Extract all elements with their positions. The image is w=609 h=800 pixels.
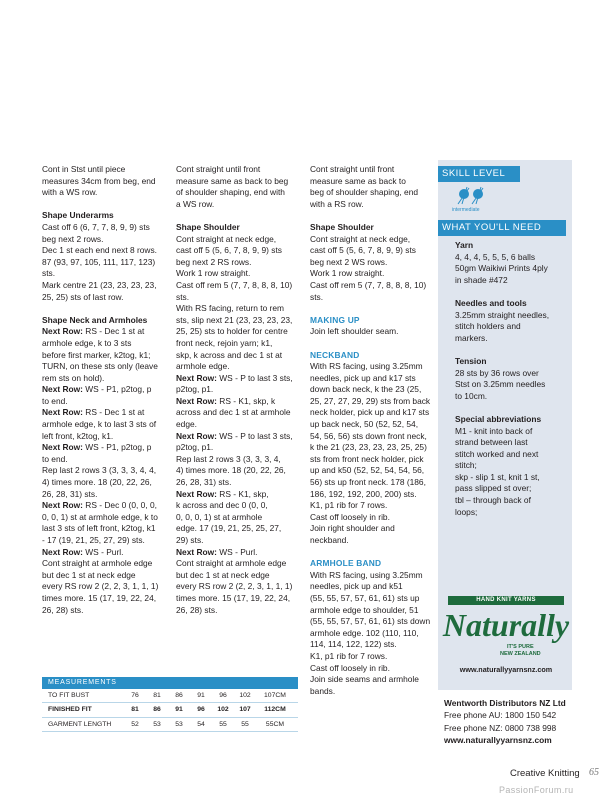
watermark: PassionForum.ru [499,785,574,795]
needles-text: 3.25mm straight needles, stitch holders and markers. [455,309,550,343]
skill-level-heading: SKILL LEVEL [438,166,520,182]
abbreviations-heading: Special abbreviations [455,413,542,424]
paragraph: Cast off 6 (6, 7, 7, 8, 9, 9) sts beg next 2 rows. Dec 1 st each end next 8 rows. 87 (93, 97, 105, 111, 117, 123) sts. Mark centre 21 (23, 23, 23, 23, 25, 25) sts of last row. [42,221,157,302]
row-instruction: Next Row: WS - P to last 3 sts, p2tog, p1. [176,372,293,395]
logo-banner: HAND KNIT YARNS [448,596,564,605]
knitting-needles-icon [455,186,487,206]
paragraph: With RS facing, using 3.25mm needles, pick up and k51 (55, 55, 57, 57, 61, 61) sts up armhole edge to shoulder, 51 (55, 55, 57, 57, 61, 61) sts down armhole edge. 102 (110, 110, 114, 114, 122, 122) sts. K1, p1 rib for 7 rows. Cast off loosely in rib. Join side seams and armhole bands. [310,569,431,696]
measurement-value: 81 [153,692,161,699]
phone-nz: Free phone NZ: 0800 738 998 [444,722,557,733]
intro-text: Cont straight until front measure same as back to beg of shoulder shaping, end with a RS row. [310,164,419,209]
measurement-value: 96 [197,706,205,714]
measurement-value: 55 [219,720,227,728]
row-instruction: Next Row: WS - Purl. [42,546,124,557]
materials-list [455,240,567,518]
measurement-value: 53 [175,720,183,728]
yarn-heading: Yarn [455,240,474,250]
section-heading: Shape Shoulder [176,221,240,232]
row-instruction: Next Row: RS - K1, skp, k across and dec 0 (0, 0, 0, 0, 0, 1) st at armhole edge. 17 (19, 21, 25, 25, 27, 29) sts. [176,488,282,545]
section-heading: Shape Shoulder [310,221,374,232]
paragraph: Join left shoulder seam. [310,326,399,337]
measurement-value: 55CM [265,720,285,728]
distributor-name: Wentworth Distributors NZ Ltd [444,698,566,708]
logo-url: www.naturallyyarnsnz.com [459,665,553,674]
measurement-value: 54 [197,720,205,728]
skill-level-caption: intermediate [452,207,480,213]
measurement-value: 52 [131,720,139,728]
tension-text: 28 sts by 36 rows over Stst on 3.25mm needles to 10cm. [455,367,546,401]
measurement-value: 86 [153,706,161,714]
pattern-column-1 [42,164,170,616]
armhole-band-heading: ARMHOLE BAND [310,558,382,569]
making-up-heading: MAKING UP [310,314,360,325]
paragraph: Cont straight at neck edge, cast off 5 (5, 6, 7, 8, 9, 9) sts beg next 2 WS rows. Work 1 row straight. Cast off rem 5 (7, 7, 8, 8, 8, 10) sts. [310,233,427,302]
pattern-column-3 [310,164,434,697]
measurement-row [42,703,298,717]
phone-au: Free phone AU: 1800 150 542 [444,710,557,721]
section-heading: Shape Neck and Armholes [42,314,148,325]
yarn-text: 4, 4, 4, 5, 5, 5, 6 balls 50gm Waikiwi Prints 4ply in shade #472 [455,251,548,285]
tension-heading: Tension [455,355,487,366]
paragraph: Cont straight at armhole edge but dec 1 st at neck edge every RS row 2 (2, 2, 3, 1, 1, 1) times more. 15 (17, 19, 22, 24, 26, 28) sts. [42,558,159,615]
row-instruction: Next Row: RS - Dec 1 st at armhole edge, k to last 3 sts of left front, k2tog, k1. [42,407,157,441]
measurement-value: 102 [217,706,229,714]
needles-heading: Needles and tools [455,297,527,308]
row-instruction: Next Row: WS - Purl. [176,546,258,557]
measurement-value: 112CM [264,706,286,714]
abbreviations-text: M1 - knit into back of strand between last stitch worked and next stitch; skp - slip 1 st, knit 1 st, pass slipped st over; tbl – through back of loops; [455,425,540,517]
measurement-label: TO FIT BUST [48,692,90,699]
distributor-info [444,697,566,747]
row-instruction: Next Row: WS - P1, p2tog, p to end. [42,384,152,406]
measurement-row [42,718,298,732]
measurement-value: 102 [239,692,251,699]
measurement-value: 81 [131,706,139,714]
row-instruction: Next Row: RS - Dec 1 st at armhole edge, k to 3 sts before first marker, k2tog, k1; TURN, on these sts only (leave rem sts on hold). [42,326,158,383]
row-instruction: Next Row: WS - P1, p2tog, p to end. [42,442,152,464]
measurement-label: GARMENT LENGTH [48,720,112,728]
measurement-value: 91 [197,692,205,699]
row-instruction: Next Row: RS - Dec 0 (0, 0, 0, 0, 0, 1) st at armhole edge, k to last 3 sts of left front, k2tog, k1 - 17 (19, 21, 25, 27, 29) sts. [42,500,158,545]
svg-text:Naturally: Naturally [442,607,570,643]
page-number: 65 [589,767,599,778]
distributor-web: www.naturallyyarnsnz.com [444,735,552,746]
measurement-value: 107 [239,706,251,714]
measurement-value: 86 [175,692,183,699]
intro-text: Cont in Stst until piece measures 34cm from beg, end with a WS row. [42,164,156,198]
pattern-column-2 [176,164,304,616]
measurement-value: 107CM [264,692,286,699]
measurements-table [42,677,298,732]
row-instruction: Next Row: RS - K1, skp, k across and dec 1 st at armhole edge. [176,395,291,430]
paragraph: Cont straight at neck edge, cast off 5 (5, 6, 7, 8, 9, 9) sts beg next 2 RS rows. Work 1 row straight. Cast off rem 5 (7, 7, 8, 8, 8, 10) sts. With RS facing, return to rem sts, slip next 21 (23, 23, 23, 23, 25, 25) sts to holder for centre front neck, rejoin yarn; k1, skp, k across and dec 1 st at armhole edge. [176,233,293,372]
measurement-value: 53 [153,720,161,728]
paragraph: Rep last 2 rows 3 (3, 3, 3, 4, 4, 4) times more. 18 (20, 22, 26, 26, 28, 31) sts. [42,465,157,499]
paragraph: Rep last 2 rows 3 (3, 3, 3, 4, 4) times more. 18 (20, 22, 26, 26, 28, 31) sts. [176,453,286,488]
paragraph: With RS facing, using 3.25mm needles, pick up and k17 sts down back neck, k the 23 (25, 25, 27, 27, 29, 29) sts from back neck holder, pick up and k17 sts up back neck, 50 (52, 52, 54, 54, 56, 56) sts down front neck, k the 21 (23, 23, 23, 23, 25, 25) sts from front neck holder, pick up and k50 (52, 52, 54, 54, 56, 56) sts up front neck. 178 (186, 186, 192, 192, 200, 200) sts. K1, p1 rib for 7 rows. Cast off loosely in rib. Join right shoulder and neckband. [310,361,431,545]
measurement-value: 76 [131,692,139,699]
measurement-row [42,689,298,703]
measurement-value: 55 [241,720,249,728]
intro-text: Cont straight until front measure same as back to beg of shoulder shaping, end with a WS row. [176,164,289,209]
row-instruction: Next Row: WS - P to last 3 sts, p2tog, p1. [176,430,293,453]
neckband-heading: NECKBAND [310,349,360,360]
naturally-logo [442,596,570,678]
measurement-label: FINISHED FIT [48,706,92,714]
measurement-value: 91 [175,706,183,714]
measurements-heading: MEASUREMENTS [42,677,298,689]
section-heading: Shape Underarms [42,210,114,221]
what-you-need-heading: WHAT YOU'LL NEED [438,220,566,236]
measurement-value: 96 [219,692,227,699]
logo-tagline: IT'S PURE NEW ZEALAND [500,644,541,657]
magazine-name: Creative Knitting [510,768,580,779]
paragraph: Cont straight at armhole edge but dec 1 st at neck edge every RS row 2 (2, 2, 3, 1, 1, 1) times more. 15 (17, 19, 22, 24, 26, 28) sts. [176,558,293,615]
